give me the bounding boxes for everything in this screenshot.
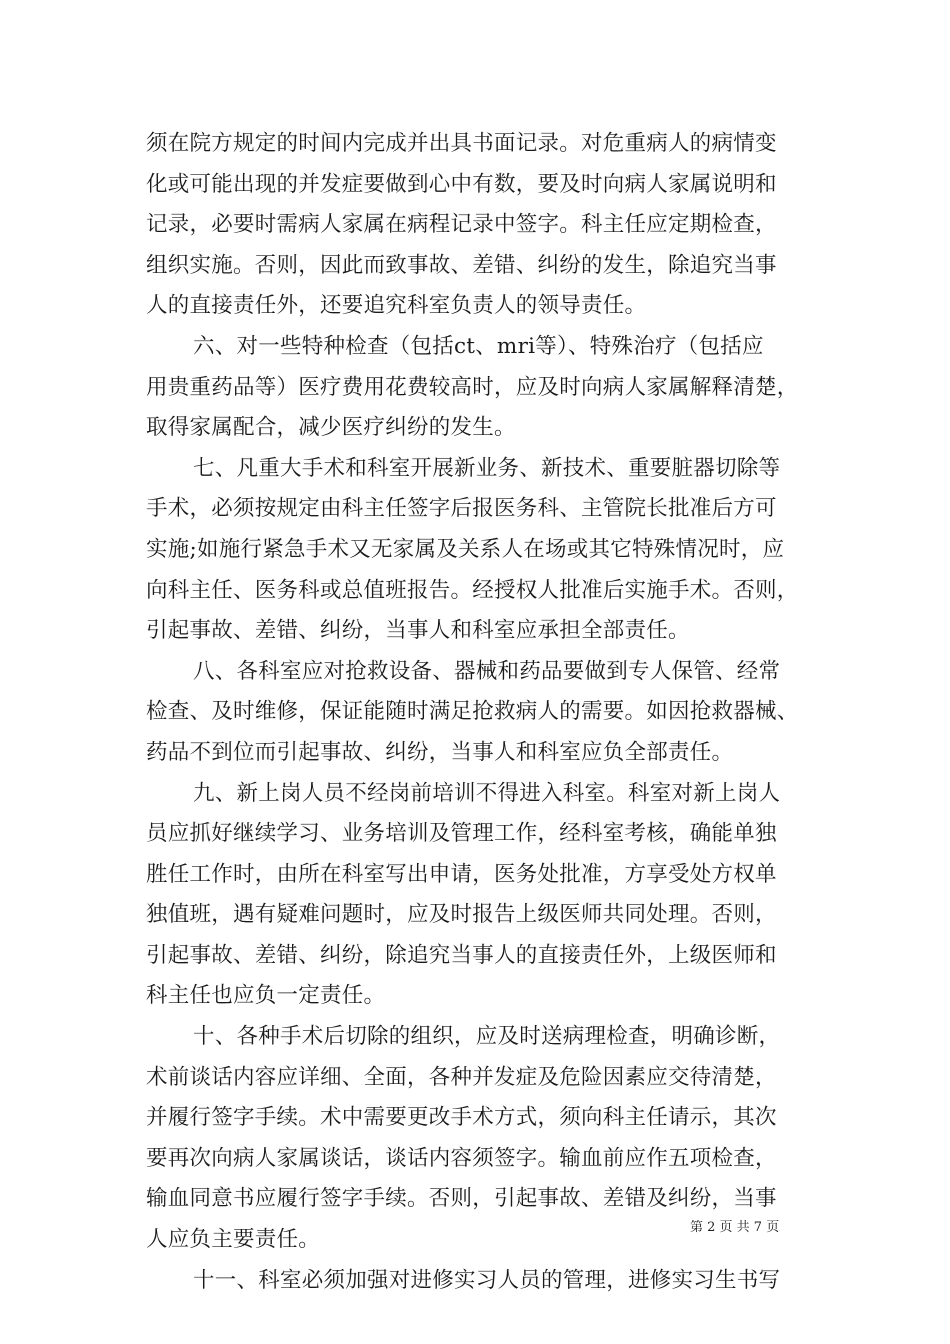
text-line: 须在院方规定的时间内完成并出具书面记录。对危重病人的病情变	[146, 131, 777, 156]
page-number-footer: 第 2 页 共 7 页	[690, 1220, 780, 1235]
text-line: 科主任也应负一定责任。	[146, 983, 386, 1009]
text-line: 输血同意书应履行签字手续。否则，引起事故、差错及纠纷，当事	[146, 1186, 777, 1212]
text-line: 十、各种手术后切除的组织，应及时送病理检查，明确诊断，	[193, 1024, 781, 1050]
text-line: 十一、科室必须加强对进修实习人员的管理，进修实习生书写	[193, 1267, 781, 1293]
text-line: 要再次向病人家属谈话，谈话内容须签字。输血前应作五项检查，	[146, 1145, 777, 1171]
text-line: 检查、及时维修，保证能随时满足抢救病人的需要。如因抢救器械、	[146, 699, 799, 725]
text-line: 员应抓好继续学习、业务培训及管理工作，经科室考核，确能单独	[146, 821, 777, 847]
text-line: 九、新上岗人员不经岗前培训不得进入科室。科室对新上岗人	[193, 780, 781, 806]
text-line: 六、对一些特种检查（包括ct、mri等）、特殊治疗（包括应	[193, 333, 764, 359]
text-line: 并履行签字手续。术中需要更改手术方式，须向科主任请示，其次	[146, 1105, 777, 1131]
text-line: 记录，必要时需病人家属在病程记录中签字。科主任应定期检查，	[146, 212, 777, 238]
text-line: 胜任工作时，由所在科室写出申请，医务处批准，方享受处方权单	[146, 861, 777, 887]
text-line: 引起事故、差错、纠纷，除追究当事人的直接责任外，上级医师和	[146, 942, 777, 968]
text-line: 独值班，遇有疑难问题时，应及时报告上级医师共同处理。否则，	[146, 902, 777, 928]
text-line: 取得家属配合，减少医疗纠纷的发生。	[146, 415, 516, 441]
text-line: 七、凡重大手术和科室开展新业务、新技术、重要脏器切除等	[193, 455, 781, 481]
text-line: 引起事故、差错、纠纷，当事人和科室应承担全部责任。	[146, 618, 690, 644]
text-line: 组织实施。否则，因此而致事故、差错、纠纷的发生，除追究当事	[146, 252, 777, 278]
document-body	[146, 124, 814, 1301]
text-line: 术前谈话内容应详细、全面，各种并发症及危险因素应交待清楚，	[146, 1064, 777, 1090]
text-line: 八、各科室应对抢救设备、器械和药品要做到专人保管、经常	[193, 658, 781, 684]
text-line: 向科主任、医务科或总值班报告。经授权人批准后实施手术。否则，	[146, 577, 799, 603]
text-line: 药品不到位而引起事故、纠纷，当事人和科室应负全部责任。	[146, 739, 734, 765]
text-line: 手术，必须按规定由科主任签字后报医务科、主管院长批准后方可	[146, 496, 777, 522]
text-line: 人应负主要责任。	[146, 1227, 321, 1253]
text-line: 实施;如施行紧急手术又无家属及关系人在场或其它特殊情况时，应	[146, 536, 785, 562]
text-line: 化或可能出现的并发症要做到心中有数，要及时向病人家属说明和	[146, 171, 777, 197]
text-line: 人的直接责任外，还要追究科室负责人的领导责任。	[146, 293, 647, 319]
text-line: 用贵重药品等）医疗费用花费较高时，应及时向病人家属解释清楚，	[146, 374, 799, 400]
